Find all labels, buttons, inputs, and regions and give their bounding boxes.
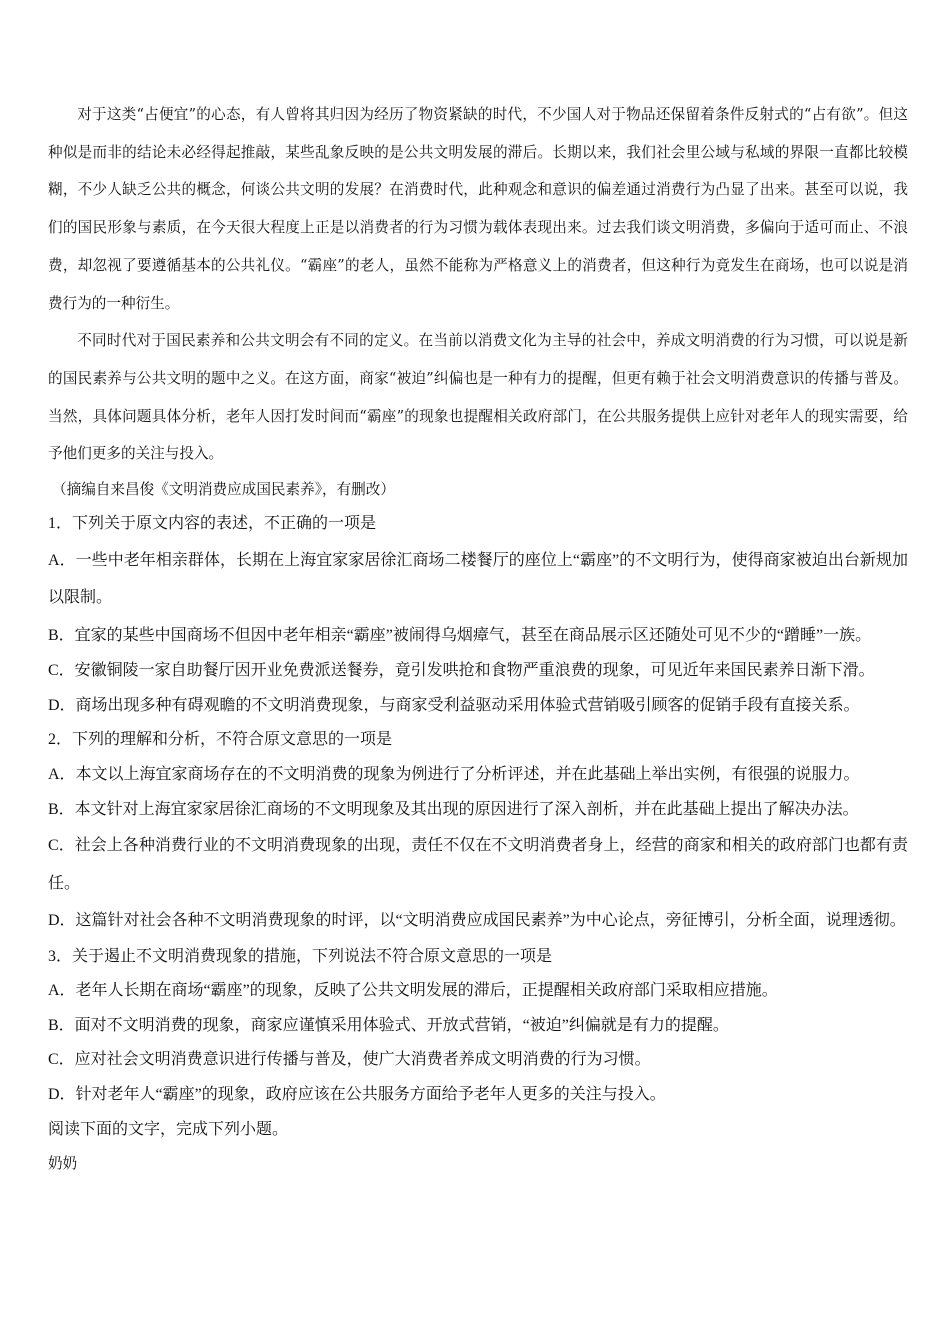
article-source: （摘编自来昌俊《文明消费应成国民素养》，有删改）	[52, 481, 395, 499]
next-passage-title: 奶奶	[48, 1155, 78, 1173]
question-2-option-d: D．这篇针对社会各种不文明消费现象的时评，以“文明消费应成国民素养”为中心论点，旁征博引，分析全面，说理透彻。	[48, 912, 906, 930]
reading-instruction: 阅读下面的文字，完成下列小题。	[48, 1120, 289, 1138]
question-3-option-b: B．面对不文明消费的现象，商家应谨慎采用体验式、开放式营销，“被迫”纠偏就是有力的提醒。	[48, 1016, 729, 1034]
question-1-option-a: A．一些中老年相亲群体，长期在上海宜家家居徐汇商场二楼餐厅的座位上“霸座”的不文明行为，使得商家被迫出台新规加以限制。	[48, 551, 908, 607]
question-2-option-c: C．社会上各种消费行业的不文明消费现象的出现，责任不仅在不文明消费者身上，经营的商家和相关的政府部门也都有责任。	[48, 837, 908, 892]
question-2-option-b: B．本文针对上海宜家家居徐汇商场的不文明现象及其出现的原因进行了深入剖析，并在此基础上提出了解决办法。	[48, 800, 859, 818]
question-1-option-b: B．宜家的某些中国商场不但因中老年相亲“霸座”被闹得乌烟瘴气，甚至在商品展示区还随处可见不少的“蹭睡”一族。	[48, 626, 872, 644]
question-3-option-a: A．老年人长期在商场“霸座”的现象，反映了公共文明发展的滞后，正提醒相关政府部门采取相应措施。	[48, 982, 778, 1000]
question-1-option-c: C．安徽铜陵一家自助餐厅因开业免费派送餐券，竟引发哄抢和食物严重浪费的现象，可见近年来国民素养日渐下滑。	[48, 662, 875, 680]
question-2-option-a: A．本文以上海宜家商场存在的不文明消费的现象为例进行了分析评述，并在此基础上举出实例，有很强的说服力。	[48, 765, 860, 783]
question-3-stem: 3．关于遏止不文明消费现象的措施，下列说法不符合原文意思的一项是	[48, 947, 553, 965]
article-paragraph-1: 对于这类“占便宜”的心态，有人曾将其归因为经历了物资紧缺的时代，不少国人对于物品还保留着条件反射式的“占有欲”。但这种似是而非的结论未必经得起推敲，某些乱象反映的是公共文明发展的滞后。长期以来，我们社会里公域与私域的界限一直都比较模糊，不少人缺乏公共的概念，何谈公共文明的发展？在消费时代，此种观念和意识的偏差通过消费行为凸显了出来。甚至可以说，我们的国民形象与素质，在今天很大程度上正是以消费者的行为习惯为载体表现出来。过去我们谈文明消费，多偏向于适可而止、不浪费，却忽视了要遵循基本的公共礼仪。“霸座”的老人，虽然不能称为严格意义上的消费者，但这种行为竟发生在商场，也可以说是消费行为的一种衍生。	[48, 106, 908, 312]
question-2-stem: 2．下列的理解和分析，不符合原文意思的一项是	[48, 731, 393, 749]
question-3-option-c: C．应对社会文明消费意识进行传播与普及，使广大消费者养成文明消费的行为习惯。	[48, 1051, 651, 1069]
question-1-stem: 1．下列关于原文内容的表述，不正确的一项是	[48, 515, 377, 533]
article-paragraph-2: 不同时代对于国民素养和公共文明会有不同的定义。在当前以消费文化为主导的社会中，养成文明消费的行为习惯，可以说是新的国民素养与公共文明的题中之义。在这方面，商家“被迫”纠偏也是一种有力的提醒，但更有赖于社会文明消费意识的传播与普及。当然，具体问题具体分析，老年人因打发时间而“霸座”的现象也提醒相关政府部门，在公共服务提供上应针对老年人的现实需要，给予他们更多的关注与投入。	[48, 332, 908, 463]
document-page	[48, 96, 908, 1181]
question-1-option-d: D．商场出现多种有碍观瞻的不文明消费现象，与商家受利益驱动采用体验式营销吸引顾客的促销手段有直接关系。	[48, 696, 860, 714]
question-3-option-d: D．针对老年人“霸座”的现象，政府应该在公共服务方面给予老年人更多的关注与投入。	[48, 1085, 666, 1103]
question-2	[48, 723, 908, 939]
question-1	[48, 507, 908, 723]
question-3	[48, 940, 908, 1113]
